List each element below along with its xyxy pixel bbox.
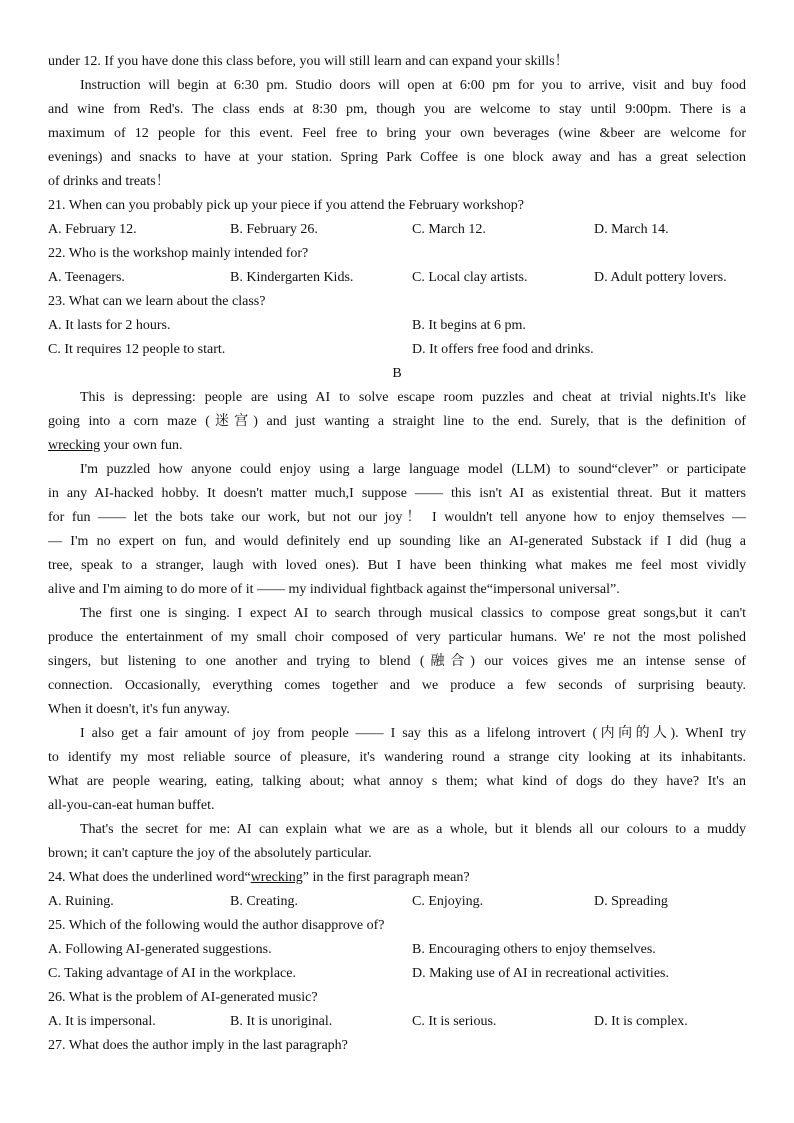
passage-b-line: to identify my most reliable source of pleasure, it's wandering round a strange city looking at its inhabitants. xyxy=(48,750,746,765)
passage-a-line: maximum of 12 people for this event. Feel free to bring your own beverages (wine &beer are welcome for xyxy=(48,126,746,141)
option-d: D. Adult pottery lovers. xyxy=(594,270,727,285)
passage-a-line: evenings) and snacks to have at your station. Spring Park Coffee is one block away and has a great selection xyxy=(48,150,746,165)
option-d: D. It offers free food and drinks. xyxy=(412,342,594,357)
stem-part: 24. What does the underlined word“ xyxy=(48,870,251,885)
option-a: A. It lasts for 2 hours. xyxy=(48,318,171,333)
option-c: C. It requires 12 people to start. xyxy=(48,342,226,357)
option-d: D. It is complex. xyxy=(594,1014,688,1029)
question-26-options xyxy=(48,1010,746,1034)
stem-part: ” in the first paragraph mean? xyxy=(302,870,470,885)
option-a: A. Following AI-generated suggestions. xyxy=(48,942,272,957)
passage-b-line: singers, but listening to one another and trying to blend (融合) our voices gives me an intense sense of xyxy=(48,654,746,669)
line-tail: your own fun. xyxy=(100,438,183,453)
question-25-stem: 25. Which of the following would the author disapprove of? xyxy=(48,918,385,933)
question-27-stem: 27. What does the author imply in the last paragraph? xyxy=(48,1038,348,1053)
option-d: D. Spreading xyxy=(594,894,668,909)
question-22-stem: 22. Who is the workshop mainly intended for? xyxy=(48,246,309,261)
question-24-options xyxy=(48,890,746,914)
question-24-stem xyxy=(48,866,746,890)
passage-b-line: tree, speak to a stranger, laugh with loved ones). But I have been thinking what makes me feel most vividly xyxy=(48,558,746,573)
passage-a-line: Instruction will begin at 6:30 pm. Studio doors will open at 6:00 pm for you to arrive, visit and buy food xyxy=(80,78,746,93)
option-a: A. February 12. xyxy=(48,222,137,237)
option-b: B. Encouraging others to enjoy themselves. xyxy=(412,942,656,957)
passage-b-line: for fun —— let the bots take our work, but not our joy！ I wouldn't tell anyone how to enjoy themselves — xyxy=(48,510,746,525)
passage-b-line: The first one is singing. I expect AI to search through musical classics to compose great songs,but it can't xyxy=(80,606,746,621)
option-b: B. Kindergarten Kids. xyxy=(230,270,354,285)
passage-b-line: alive and I'm aiming to do more of it —— my individual fightback against the“impersonal universal”. xyxy=(48,582,620,597)
option-c: C. Taking advantage of AI in the workplace. xyxy=(48,966,296,981)
passage-b-line: When it doesn't, it's fun anyway. xyxy=(48,702,230,717)
passage-a-line: and wine from Red's. The class ends at 8:30 pm, though you are welcome to stay until 9:00pm. There is a xyxy=(48,102,746,117)
section-b-label: B xyxy=(392,366,402,381)
question-21-options xyxy=(48,218,746,242)
option-c: C. Enjoying. xyxy=(412,894,484,909)
question-23-options-row1 xyxy=(48,314,746,338)
option-a: A. Teenagers. xyxy=(48,270,125,285)
passage-b-line: This is depressing: people are using AI to solve escape room puzzles and cheat at trivial nights.It's like xyxy=(80,390,746,405)
question-23-options-row2 xyxy=(48,338,746,362)
option-c: C. It is serious. xyxy=(412,1014,497,1029)
passage-b-line: brown; it can't capture the joy of the absolutely particular. xyxy=(48,846,372,861)
option-d: D. March 14. xyxy=(594,222,669,237)
option-b: B. It begins at 6 pm. xyxy=(412,318,526,333)
question-25-options-row2 xyxy=(48,962,746,986)
option-b: B. It is unoriginal. xyxy=(230,1014,333,1029)
passage-b-line: connection. Occasionally, everything comes together and we produce a few seconds of surprising beauty. xyxy=(48,678,746,693)
passage-b-line: — I'm no expert on fun, and would definitely end up sounding like an AI-generated Substack if I did (hug a xyxy=(48,534,746,549)
passage-a-line: under 12. If you have done this class before, you will still learn and can expand your skills！ xyxy=(48,54,569,69)
question-26-stem: 26. What is the problem of AI-generated music? xyxy=(48,990,318,1005)
question-22-options xyxy=(48,266,746,290)
passage-b-line: That's the secret for me: AI can explain what we are as a whole, but it blends all our colours to a muddy xyxy=(80,822,746,837)
option-d: D. Making use of AI in recreational activities. xyxy=(412,966,669,981)
passage-b-line xyxy=(48,434,746,458)
exam-page xyxy=(48,50,746,1058)
passage-b-line: all-you-can-eat human buffet. xyxy=(48,798,215,813)
passage-a-line: of drinks and treats！ xyxy=(48,174,170,189)
option-a: A. It is impersonal. xyxy=(48,1014,156,1029)
passage-b-line: produce the entertainment of my small choir composed of very particular humans. We' re not the most polished xyxy=(48,630,746,645)
option-c: C. March 12. xyxy=(412,222,486,237)
passage-b-line: in any AI-hacked hobby. It doesn't matter much,I suppose —— this isn't AI as existential threat. But it matters xyxy=(48,486,746,501)
option-b: B. Creating. xyxy=(230,894,299,909)
option-c: C. Local clay artists. xyxy=(412,270,528,285)
passage-b-line: I'm puzzled how anyone could enjoy using a large language model (LLM) to sound“clever” or participate xyxy=(80,462,746,477)
passage-b-line: What are people wearing, eating, talking about; what annoy s them; what kind of dogs do they have? It's an xyxy=(48,774,746,789)
question-25-options-row1 xyxy=(48,938,746,962)
passage-b-line: I also get a fair amount of joy from people —— I say this as a lifelong introvert (内向的人). WhenI try xyxy=(80,726,746,741)
question-23-stem: 23. What can we learn about the class? xyxy=(48,294,266,309)
passage-b-line: going into a corn maze (迷宫) and just wanting a straight line to the end. Surely, that is the definition of xyxy=(48,414,746,429)
question-21-stem: 21. When can you probably pick up your piece if you attend the February workshop? xyxy=(48,198,524,213)
underlined-word: wrecking xyxy=(250,870,303,885)
underlined-word: wrecking xyxy=(48,438,101,453)
option-a: A. Ruining. xyxy=(48,894,114,909)
option-b: B. February 26. xyxy=(230,222,318,237)
